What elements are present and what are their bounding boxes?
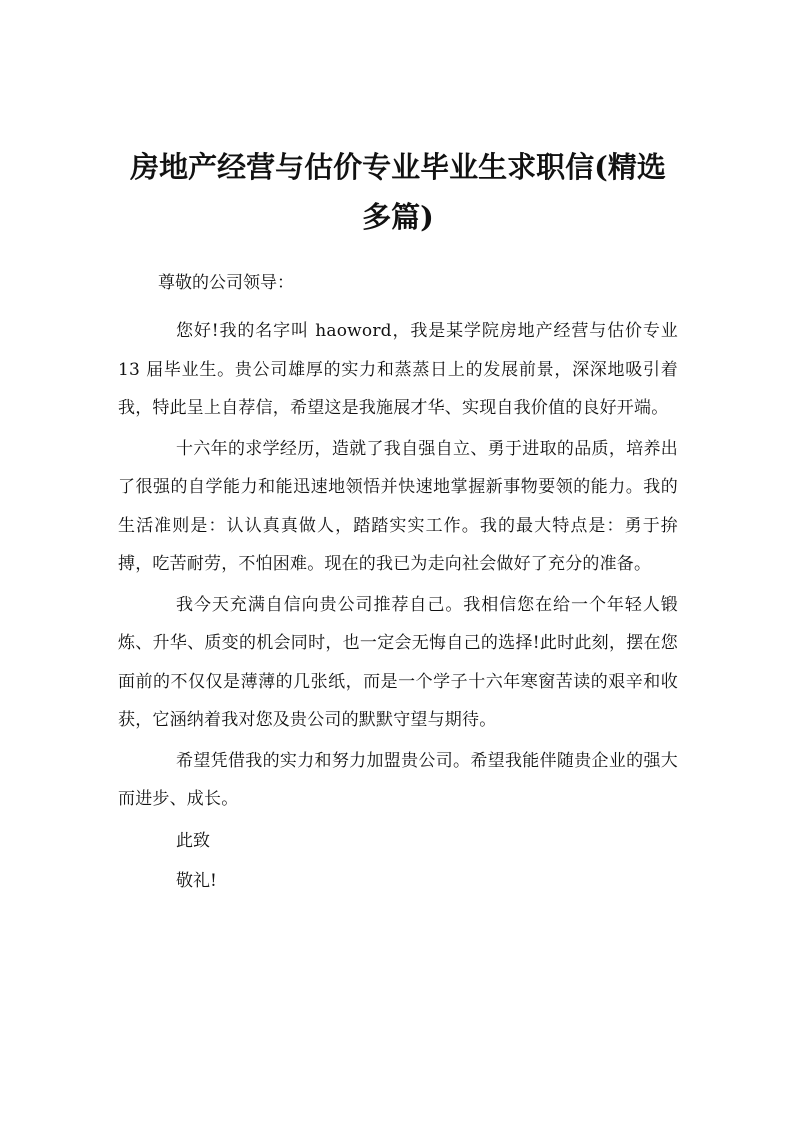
document-title: 房地产经营与估价专业毕业生求职信(精选多篇) xyxy=(130,150,666,234)
letter-body xyxy=(118,264,678,901)
salutation: 尊敬的公司领导： xyxy=(158,273,294,293)
paragraph-hope: 希望凭借我的实力和努力加盟贵公司。希望我能伴随贵企业的强大而进步、成长。 xyxy=(118,750,678,809)
closing-line-1: 此致 xyxy=(176,830,210,851)
paragraph-recommendation: 我今天充满自信向贵公司推荐自己。我相信您在给一个年轻人锻炼、升华、质变的机会同时，也一定会无悔自己的选择!此时此刻，摆在您面前的不仅仅是薄薄的几张纸，而是一个学子十六年寒窗苦读的艰辛和收获，它涵纳着我对您及贵公司的默默守望与期待。 xyxy=(118,594,678,730)
paragraph-experience: 十六年的求学经历，造就了我自强自立、勇于进取的品质，培养出了很强的自学能力和能迅速地领悟并快速地掌握新事物要领的能力。我的生活准则是：认认真真做人，踏踏实实工作。我的最大特点是：勇于拚搏，吃苦耐劳，不怕困难。现在的我已为走向社会做好了充分的准备。 xyxy=(118,438,678,574)
paragraph-introduction: 您好!我的名字叫 haoword，我是某学院房地产经营与估价专业 13 届毕业生。贵公司雄厚的实力和蒸蒸日上的发展前景，深深地吸引着我，特此呈上自荐信，希望这是我施展才华、实现自我价值的良好开端。 xyxy=(118,321,678,418)
closing-line-2: 敬礼! xyxy=(176,870,217,891)
